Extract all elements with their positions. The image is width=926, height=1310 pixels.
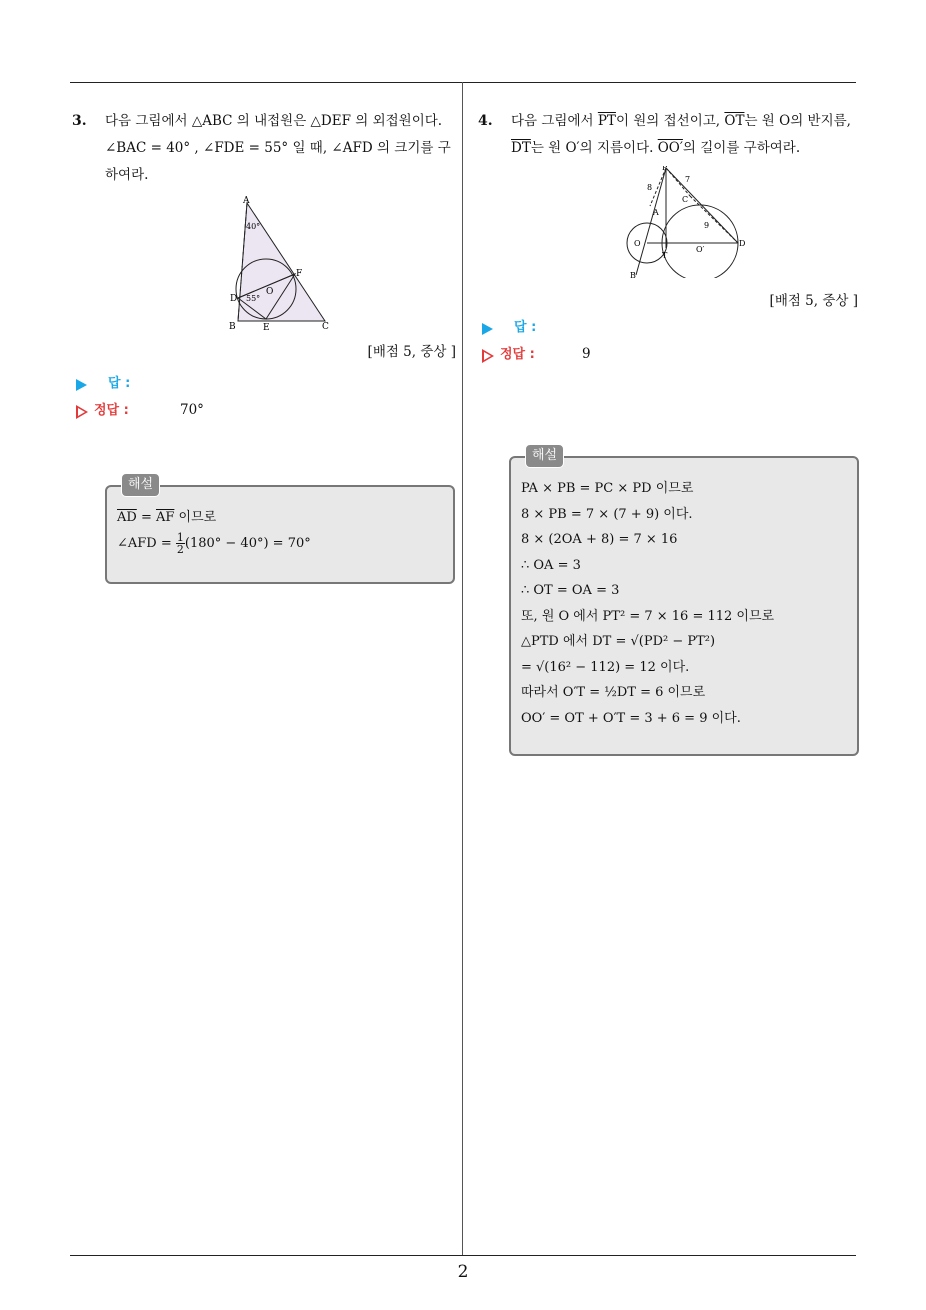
solution-tag: 해설 xyxy=(525,444,564,468)
circle-figure xyxy=(478,166,858,278)
question-4 xyxy=(478,108,858,368)
solution-line-8: = √(16² − 112) = 12 이다. xyxy=(521,659,690,675)
score-label: [배점 5, 중상 ] xyxy=(769,293,858,309)
correct-arrow-icon xyxy=(76,405,88,419)
label-C: C xyxy=(322,322,329,332)
label-C: C xyxy=(682,195,689,204)
answer-arrow-icon xyxy=(482,323,493,335)
solution-line-9: 따라서 O′T = ½DT = 6 이므로 xyxy=(521,685,706,700)
label-9: 9 xyxy=(704,221,710,230)
solution-line-2: 8 × PB = 7 × (7 + 9) 이다. xyxy=(521,506,693,522)
label-7: 7 xyxy=(685,175,691,184)
label-angle-d: 55° xyxy=(246,294,261,303)
solution-line-7: △PTD 에서 DT = √(PD² − PT²) xyxy=(521,634,716,649)
label-A: A xyxy=(653,208,659,217)
solution-line-1: PA × PB = PC × PD 이므로 xyxy=(521,481,694,496)
label-O: O xyxy=(266,287,274,297)
triangle-figure xyxy=(72,195,456,335)
label-D: D xyxy=(230,294,238,304)
bottom-rule xyxy=(70,1255,856,1256)
solution-line-10: OO′ = OT + O′T = 3 + 6 = 9 이다. xyxy=(521,710,741,726)
question-text: 다음 그림에서 △ABC 의 내접원은 △DEF 의 외접원이다. ∠BAC = 40° , ∠FDE = 55° 일 때, ∠AFD 의 크기를 구하여라. xyxy=(105,113,451,183)
label-B: B xyxy=(630,271,636,278)
top-rule xyxy=(70,82,856,83)
label-P: P xyxy=(662,166,668,172)
question-3 xyxy=(72,108,456,424)
question-text: 다음 그림에서 $\overline{PT}$이 원의 접선이고, $\overline{OT}$는 원 O의 반지름, $\overline{DT}$는 원 O′의 지름이다. OO′의 길이를 구하여라. xyxy=(511,113,851,156)
correct-value: 70° xyxy=(180,402,204,418)
label-D: D xyxy=(739,239,746,248)
question-number: 4. xyxy=(478,113,493,129)
page-number: 2 xyxy=(457,1262,469,1282)
question-number: 3. xyxy=(72,113,87,129)
label-O: O xyxy=(634,239,641,248)
answer-label: 답 : xyxy=(108,376,131,391)
solution-line-5: ∴ OT = OA = 3 xyxy=(521,583,620,598)
correct-label: 정답 : xyxy=(500,347,535,362)
answer-row xyxy=(478,314,858,341)
correct-value: 9 xyxy=(582,346,591,362)
correct-arrow-icon xyxy=(482,349,494,363)
solution-box-4 xyxy=(509,448,859,756)
label-A: A xyxy=(243,196,250,206)
label-F: F xyxy=(296,269,303,279)
solution-box-3 xyxy=(105,477,455,584)
label-T: T xyxy=(662,251,668,260)
solution-line-2: ∠AFD = $\frac{1}{2}$ (180° − 40°) = 70° xyxy=(117,530,311,556)
label-B: B xyxy=(229,322,236,332)
answer-row xyxy=(72,370,456,397)
label-O-prime: O′ xyxy=(696,245,705,254)
label-8: 8 xyxy=(647,183,653,192)
solution-line-1: $\overline{AD} = \overline{AF}$ 이므로 xyxy=(117,510,217,525)
correct-answer-row xyxy=(72,397,456,424)
label-angle-a: 40° xyxy=(246,222,261,231)
solution-line-3: 8 × (2OA + 8) = 7 × 16 xyxy=(521,532,678,547)
answer-label: 답 : xyxy=(514,320,537,335)
answer-arrow-icon xyxy=(76,379,87,391)
solution-line-4: ∴ OA = 3 xyxy=(521,557,581,573)
correct-answer-row xyxy=(478,341,858,368)
solution-tag: 해설 xyxy=(121,473,160,497)
label-E: E xyxy=(263,323,270,333)
score-label: [배점 5, 중상 ] xyxy=(367,344,456,360)
correct-label: 정답 : xyxy=(94,403,129,418)
column-divider xyxy=(462,82,463,1256)
solution-line-6: 또, 원 O 에서 PT² = 7 × 16 = 112 이므로 xyxy=(521,608,775,624)
